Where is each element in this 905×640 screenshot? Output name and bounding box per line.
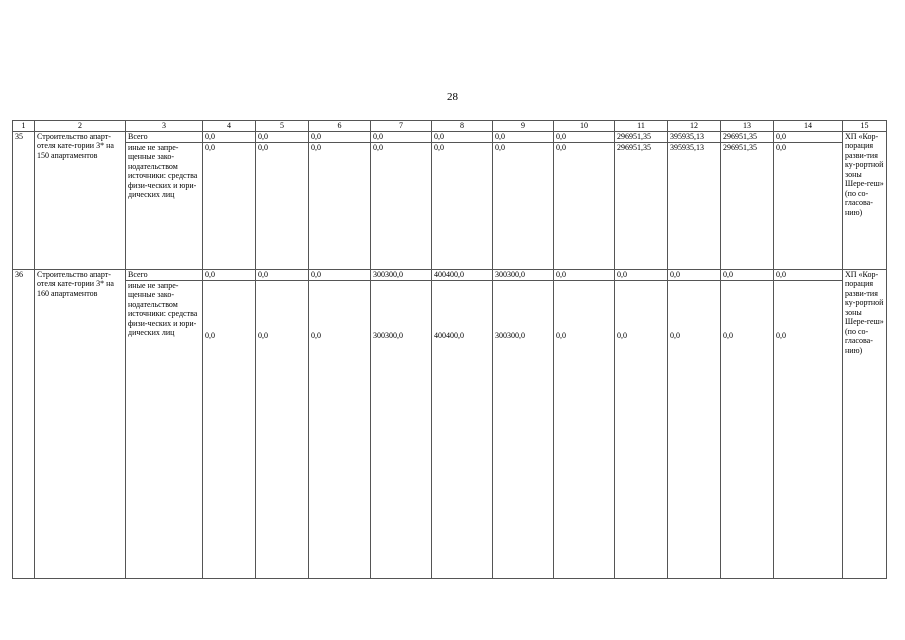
column-number: 8 xyxy=(432,121,493,132)
funding-total-label: Всего xyxy=(126,131,203,142)
executor-cell: ХП «Кор-порация разви-тия ку-рортной зоны Шере-геш» (по со-гласова-нию) xyxy=(843,269,887,579)
program-activities-table xyxy=(12,120,887,579)
value-cell: 0,0 xyxy=(309,269,371,280)
column-number: 15 xyxy=(843,121,887,132)
value-cell: 0,0 xyxy=(309,280,371,579)
value-cell: 0,0 xyxy=(774,280,843,579)
table-row-source xyxy=(13,142,887,269)
value-cell: 0,0 xyxy=(203,280,256,579)
value-cell: 0,0 xyxy=(256,280,309,579)
column-number: 4 xyxy=(203,121,256,132)
value-cell: 0,0 xyxy=(432,142,493,269)
column-number: 6 xyxy=(309,121,371,132)
value-cell: 296951,35 xyxy=(615,131,668,142)
funding-source-label: иные не запре-щенные зако-нодательством источники: средства физи-ческих и юри-дических лиц xyxy=(126,142,203,269)
table-row-total xyxy=(13,269,887,280)
value-cell: 0,0 xyxy=(721,280,774,579)
value-cell: 0,0 xyxy=(371,131,432,142)
value-cell: 395935,13 xyxy=(668,142,721,269)
executor-cell: ХП «Кор-порация разви-тия ку-рортной зоны Шере-геш» (по со-гласова-нию) xyxy=(843,131,887,269)
column-number: 12 xyxy=(668,121,721,132)
page-number: 28 xyxy=(447,91,458,103)
value-cell: 0,0 xyxy=(309,142,371,269)
column-number: 1 xyxy=(13,121,35,132)
column-number: 13 xyxy=(721,121,774,132)
value-cell: 0,0 xyxy=(432,131,493,142)
value-cell: 0,0 xyxy=(774,131,843,142)
value-cell: 0,0 xyxy=(554,269,615,280)
value-cell: 0,0 xyxy=(256,142,309,269)
value-cell: 0,0 xyxy=(256,131,309,142)
column-number: 11 xyxy=(615,121,668,132)
value-cell: 0,0 xyxy=(493,142,554,269)
value-cell: 300300,0 xyxy=(371,269,432,280)
activity-name: Строительство апарт-отеля кате-гории 3* на 150 апартаментов xyxy=(35,131,126,269)
value-cell: 0,0 xyxy=(554,131,615,142)
value-cell: 0,0 xyxy=(493,131,554,142)
row-number: 35 xyxy=(13,131,35,269)
value-cell: 0,0 xyxy=(256,269,309,280)
value-cell: 0,0 xyxy=(774,269,843,280)
column-number: 3 xyxy=(126,121,203,132)
value-cell: 400400,0 xyxy=(432,280,493,579)
value-cell: 0,0 xyxy=(203,269,256,280)
funding-total-label: Всего xyxy=(126,269,203,280)
column-number: 10 xyxy=(554,121,615,132)
value-cell: 0,0 xyxy=(371,142,432,269)
column-number: 2 xyxy=(35,121,126,132)
value-cell: 0,0 xyxy=(774,142,843,269)
funding-source-label: иные не запре-щенные зако-нодательством источники: средства физи-ческих и юри-дических лиц xyxy=(126,280,203,579)
column-number: 5 xyxy=(256,121,309,132)
value-cell: 0,0 xyxy=(615,280,668,579)
row-number: 36 xyxy=(13,269,35,579)
value-cell: 0,0 xyxy=(203,142,256,269)
value-cell: 0,0 xyxy=(668,280,721,579)
value-cell: 300300,0 xyxy=(493,269,554,280)
value-cell: 300300,0 xyxy=(493,280,554,579)
value-cell: 296951,35 xyxy=(721,142,774,269)
table-row-total xyxy=(13,131,887,142)
value-cell: 300300,0 xyxy=(371,280,432,579)
value-cell: 0,0 xyxy=(554,280,615,579)
value-cell: 0,0 xyxy=(309,131,371,142)
value-cell: 0,0 xyxy=(668,269,721,280)
column-number: 14 xyxy=(774,121,843,132)
value-cell: 400400,0 xyxy=(432,269,493,280)
value-cell: 296951,35 xyxy=(721,131,774,142)
activity-name: Строительство апарт-отеля кате-гории 3* на 160 апартаментов xyxy=(35,269,126,579)
value-cell: 0,0 xyxy=(615,269,668,280)
value-cell: 296951,35 xyxy=(615,142,668,269)
column-number: 9 xyxy=(493,121,554,132)
value-cell: 395935,13 xyxy=(668,131,721,142)
value-cell: 0,0 xyxy=(554,142,615,269)
table-row-source xyxy=(13,280,887,579)
column-number: 7 xyxy=(371,121,432,132)
value-cell: 0,0 xyxy=(203,131,256,142)
column-number-row xyxy=(13,121,887,132)
value-cell: 0,0 xyxy=(721,269,774,280)
